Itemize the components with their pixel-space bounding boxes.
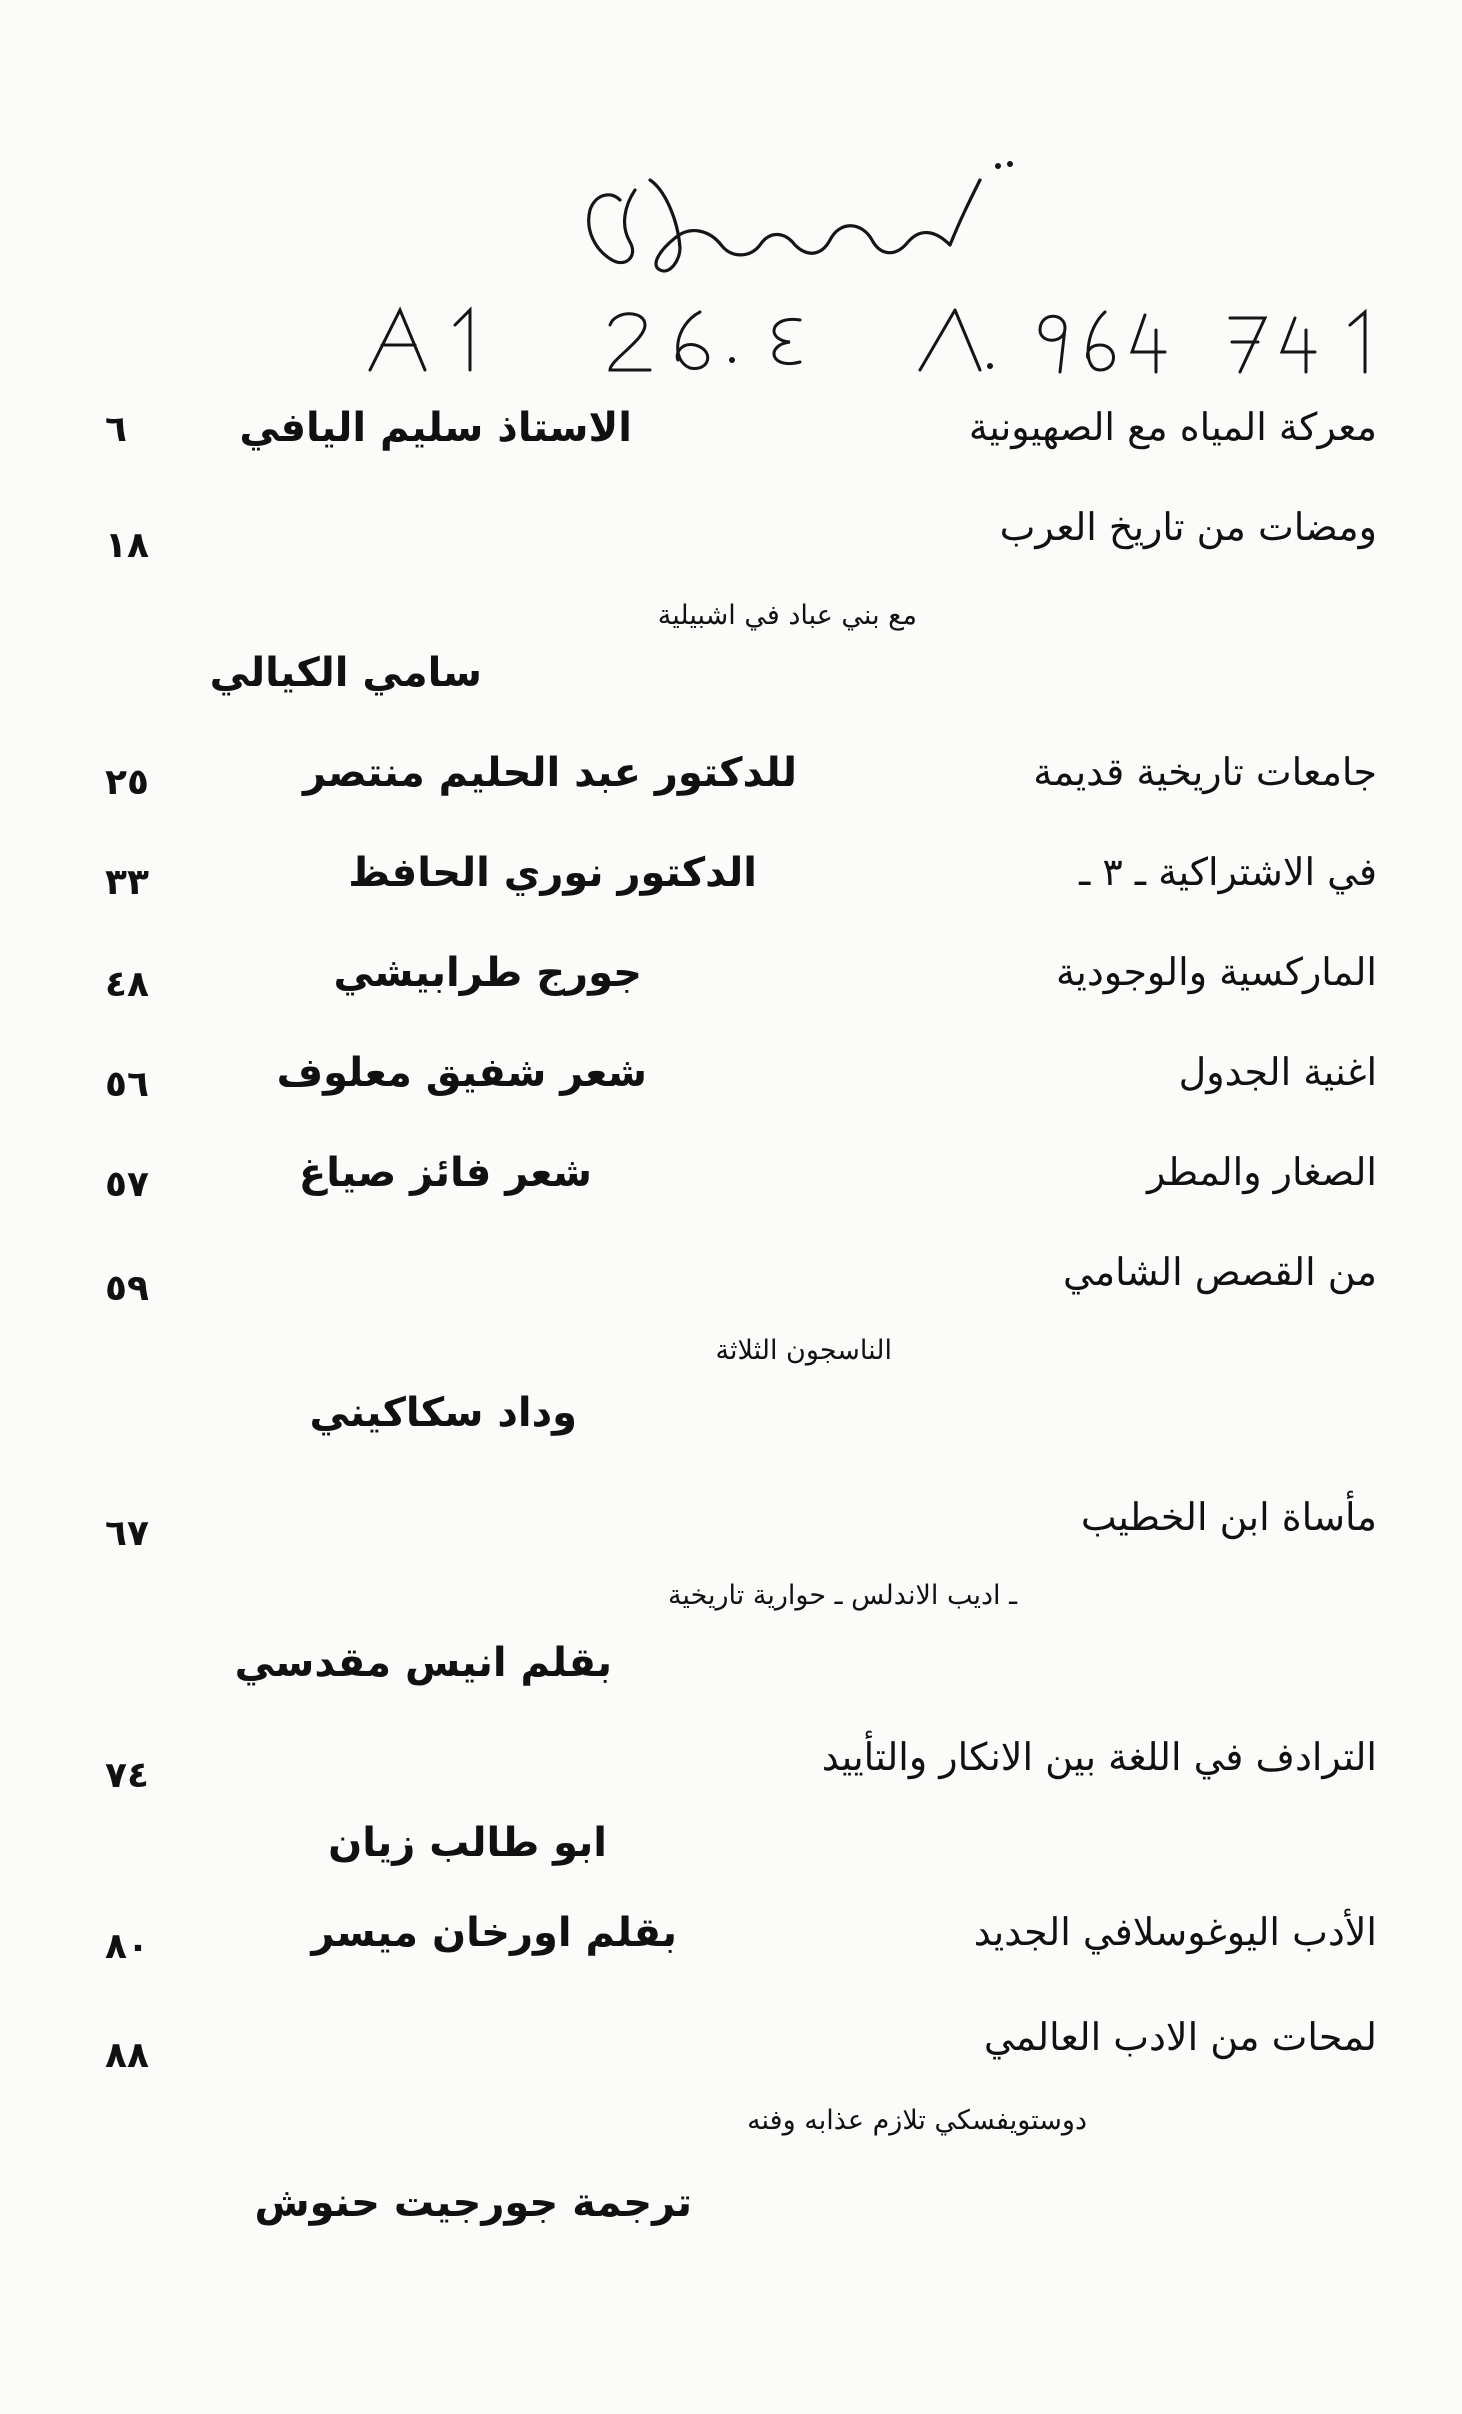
- entry-author: الدكتور نوري الحافظ: [348, 850, 757, 896]
- entry-title: اغنية الجدول: [1178, 1050, 1377, 1094]
- entry-page: ٧٤: [105, 1755, 149, 1796]
- entry-author: شعر شفيق معلوف: [276, 1050, 647, 1096]
- entry-author: للدكتور عبد الحليم منتصر: [303, 750, 797, 796]
- index-entry: [0, 1735, 1462, 1795]
- entry-title: في الاشتراكية ـ ٣ ـ: [1079, 850, 1377, 894]
- index-entry: [0, 1150, 1462, 1210]
- index-entry: [0, 2015, 1462, 2075]
- entry-author: بقلم اورخان ميسر: [311, 1910, 677, 1956]
- entry-author: جورج طرابيشي: [333, 950, 642, 996]
- entry-title: من القصص الشامي: [1063, 1250, 1377, 1294]
- entry-page: ١٨: [105, 525, 149, 566]
- entry-page: ٨٠: [105, 1926, 149, 1967]
- entry-title: الماركسية والوجودية: [1055, 950, 1377, 994]
- entry-page: ٦: [105, 409, 127, 450]
- entry-subtitle: مع بني عباد في اشبيلية: [657, 600, 917, 631]
- entry-title: لمحات من الادب العالمي: [983, 2015, 1377, 2059]
- entry-page: ٦٧: [105, 1513, 149, 1554]
- entry-title: جامعات تاريخية قديمة: [1033, 750, 1377, 794]
- index-entry: [0, 1050, 1462, 1110]
- entry-subtitle: ـ اديب الاندلس ـ حوارية تاريخية: [667, 1580, 1017, 1611]
- entry-page: ٥٩: [105, 1268, 149, 1309]
- entry-subtitle: دوستويفسكي تلازم عذابه وفنه: [747, 2105, 1087, 2136]
- index-entry: [0, 405, 1462, 465]
- entry-page: ٥٧: [105, 1164, 149, 1205]
- index-entry: [0, 505, 1462, 565]
- entry-author: شعر فائز صياغ: [298, 1150, 592, 1196]
- entry-author: بقلم انيس مقدسي: [234, 1640, 612, 1686]
- entry-title: معركة المياه مع الصهيونية: [968, 405, 1377, 449]
- entry-subtitle: الناسجون الثلاثة: [715, 1335, 892, 1366]
- entry-author: ترجمة جورجيت حنوش: [254, 2180, 692, 2226]
- index-entry: [0, 950, 1462, 1010]
- entry-author: وداد سكاكيني: [309, 1390, 577, 1436]
- entry-title: الصغار والمطر: [1146, 1150, 1377, 1194]
- entry-title: الأدب اليوغوسلافي الجديد: [973, 1910, 1377, 1954]
- entry-page: ٨٨: [105, 2035, 149, 2076]
- handwritten-title: [540, 150, 1020, 280]
- entry-author: سامي الكيالي: [209, 650, 482, 696]
- entry-title: ومضات من تاريخ العرب: [999, 505, 1377, 549]
- entry-title: مأساة ابن الخطيب: [1080, 1495, 1377, 1539]
- entry-page: ٣٣: [105, 862, 149, 903]
- entry-title: الترادف في اللغة بين الانكار والتأييد: [821, 1735, 1377, 1779]
- entry-author: ابو طالب زيان: [328, 1820, 607, 1866]
- index-entry: [0, 850, 1462, 910]
- handwritten-issue-line: [360, 300, 1400, 380]
- index-entry: [0, 1910, 1462, 1970]
- entry-page: ٢٥: [105, 762, 149, 803]
- entry-page: ٥٦: [105, 1064, 149, 1105]
- entry-page: ٤٨: [105, 964, 149, 1005]
- entry-author: الاستاذ سليم اليافي: [239, 405, 632, 451]
- index-entry: [0, 1250, 1462, 1310]
- index-entry: [0, 1495, 1462, 1555]
- index-entry: [0, 750, 1462, 810]
